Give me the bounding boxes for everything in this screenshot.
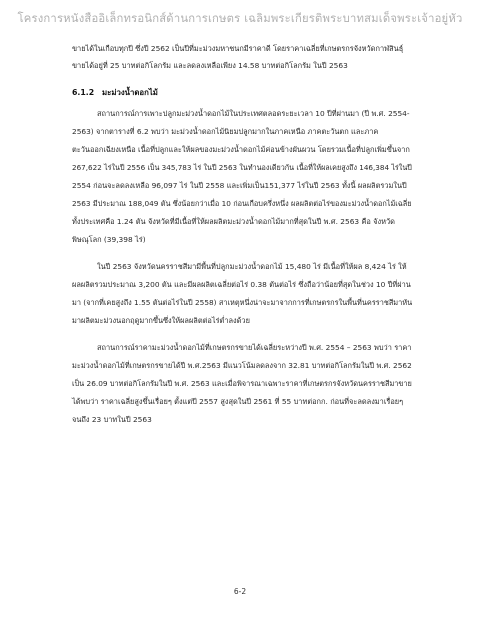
document-header: โครงการหนังสืออิเล็กทรอนิกส์ด้านการเกษตร เฉลิมพระเกียรติพระบาทสมเด็จพระเจ้าอยู่หัว: [17, 11, 463, 25]
paragraph-line: จนถึง 23 บาทในปี 2563: [72, 415, 152, 424]
paragraph-line: เป็น 26.09 บาทต่อกิโลกรัมในปี พ.ศ. 2563 และเมื่อพิจารณาเฉพาะราคาที่เกษตรกรจังหวัดนครราชสีมาขาย: [72, 379, 412, 388]
body-line: ขายได้อยู่ที่ 25 บาทต่อกิโลกรัม และลดลงเหลือเพียง 14.58 บาทต่อกิโลกรัม ในปี 2563: [72, 61, 348, 70]
paragraph-line: 2554 ก่อนจะลดลงเหลือ 96,097 ไร่ ในปี 2558 และเพิ่มเป็น151,377 ไร่ในปี 2563 ทั้งนี้ ผลผลิตรวมในปี: [72, 181, 407, 190]
paragraph-line: สถานการณ์การเพาะปลูกมะม่วงน้ำดอกไม้ในประเทศตลอดระยะเวลา 10 ปีที่ผ่านมา (ปี พ.ศ. 2554-: [97, 109, 410, 118]
paragraph-line: มะม่วงน้ำดอกไม้ที่เกษตรกรขายได้ปี พ.ศ.2563 มีแนวโน้มลดลงจาก 32.81 บาทต่อกิโลกรัมในปี พ.ศ. 2562: [72, 361, 412, 370]
paragraph-line: ทั้งประเทศคือ 1.24 ตัน จังหวัดที่มีเนื้อที่ให้ผลผลิตมะม่วงน้ำดอกไม้มากที่สุดในปี พ.ศ. 2563 คือ จังหวัด: [72, 217, 395, 226]
paragraph-line: ผลผลิตรวมประมาณ 3,200 ตัน และมีผลผลิตเฉลี่ยต่อไร่ 0.38 ตันต่อไร่ ซึ่งถือว่าน้อยที่สุดในช่วง 10 ปีที่ผ่าน: [72, 280, 411, 289]
paragraph-line: มาผลิตมะม่วงนอกฤดูมากขึ้นซึ่งให้ผลผลิตต่อไร่ต่ำลงด้วย: [72, 316, 250, 325]
section-number: 6.1.2: [72, 88, 95, 97]
page-number: 6-2: [233, 587, 247, 596]
paragraph-line: ได้พบว่า ราคาเฉลี่ยสูงขึ้นเรื่อยๆ ตั้งแต่ปี 2557 สูงสุดในปี 2561 ที่ 55 บาทต่อกก. ก่อนที่จะลดลงมาเรื่อยๆ: [72, 397, 404, 406]
body-line: ขายได้ในเกือบทุกปี ซึ่งปี 2562 เป็นปีที่มะม่วงมหาชนกมีราคาดี โดยราคาเฉลี่ยที่เกษตรกรจังหวัดกาฬสินธุ์: [72, 44, 404, 53]
paragraph-line: 267,622 ไร่ในปี 2556 เป็น 345,783 ไร่ ในปี 2563 ในทำนองเดียวกัน เนื้อที่ให้ผลเคยสูงถึง 146,384 ไร่ในปี: [72, 163, 412, 172]
paragraph-line: พิษณุโลก (39,398 ไร่): [72, 235, 146, 244]
paragraph-line: ในปี 2563 จังหวัดนครราชสีมามีพื้นที่ปลูกมะม่วงน้ำดอกไม้ 15,480 ไร่ มีเนื้อที่ให้ผล 8,424 ไร่ ให้: [97, 262, 407, 271]
section-title: มะม่วงน้ำดอกไม้: [102, 88, 158, 97]
paragraph-line: สถานการณ์ราคามะม่วงน้ำดอกไม้ที่เกษตรกรขายได้เฉลี่ยระหว่างปี พ.ศ. 2554 – 2563 พบว่า ราคา: [97, 343, 412, 352]
paragraph-line: มา (จากที่เคยสูงถึง 1.55 ตันต่อไร่ในปี 2558) สาเหตุหนึ่งน่าจะมาจากการที่เกษตรกรในพื้นที่นครราชสีมาหัน: [72, 298, 413, 307]
paragraph-line: 2563 มีประมาณ 188,049 ตัน ซึ่งน้อยกว่าเมื่อ 10 ก่อนเกือบครึ่งหนึ่ง ผลผลิตต่อไร่ของมะม่วงน้ำดอกไม้เฉลี่ย: [72, 199, 412, 208]
paragraph-line: 2563) จากตารางที่ 6.2 พบว่า มะม่วงน้ำดอกไม้นิยมปลูกมากในภาคเหนือ ภาคตะวันตก และภาค: [72, 127, 379, 136]
paragraph-line: ตะวันออกเฉียงเหนือ เนื้อที่ปลูกและให้ผลของมะม่วงน้ำดอกไม้ค่อนข้างผันผวน โดยรวมเนื้อที่ปลูกเพิ่มขึ้นจาก: [72, 145, 410, 154]
